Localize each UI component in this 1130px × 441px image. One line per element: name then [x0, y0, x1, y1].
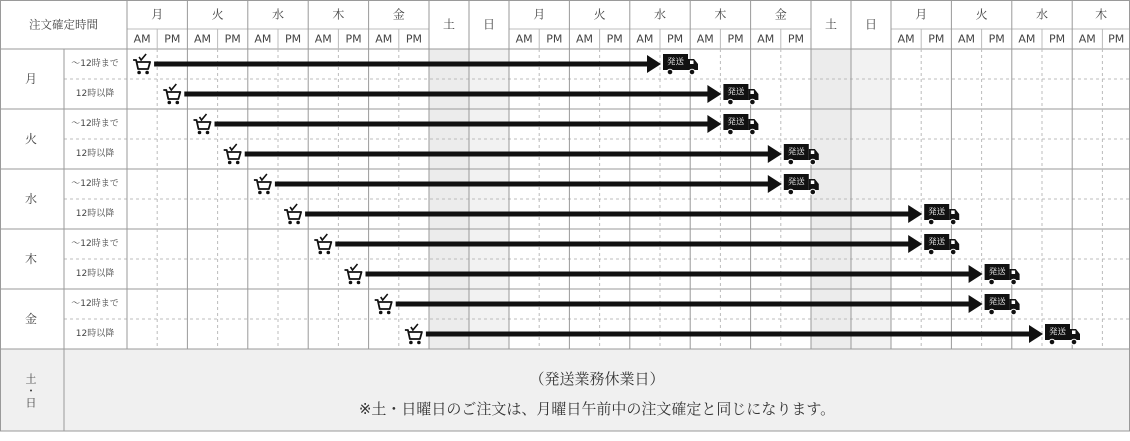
weekend-label-char: ・	[25, 384, 37, 398]
row-slot-label: ～12時まで	[71, 299, 119, 309]
cart-icon	[194, 114, 211, 134]
header-am: AM	[957, 32, 976, 46]
row-day-3: 木	[24, 252, 38, 266]
header-pm: PM	[1049, 32, 1066, 46]
header-am: AM	[193, 32, 212, 46]
header-day-16: 水	[1035, 7, 1049, 22]
ship-label: 発送	[787, 177, 805, 188]
header-day-17: 木	[1095, 7, 1108, 22]
schedule-arrow-head	[908, 205, 922, 223]
header-day-3: 木	[332, 7, 345, 22]
truck-icon	[1045, 324, 1080, 345]
header-day-0: 月	[151, 7, 164, 22]
header-day-15: 火	[975, 7, 988, 22]
header-pm: PM	[164, 32, 181, 46]
header-pm: PM	[224, 32, 241, 46]
row-day-4: 金	[24, 312, 38, 326]
cart-icon	[314, 234, 331, 254]
header-day-8: 火	[593, 7, 606, 22]
ship-label: 発送	[787, 147, 805, 158]
header-am: AM	[515, 32, 533, 46]
row-slot-label: ～12時まで	[71, 119, 119, 129]
header-pm: PM	[285, 32, 302, 46]
header-am: AM	[757, 32, 775, 46]
truck-icon	[723, 84, 758, 105]
header-day-4: 金	[392, 7, 405, 22]
header-day-5: 土	[442, 17, 456, 32]
row-day-0: 月	[24, 72, 38, 86]
header-day-6: 日	[482, 17, 496, 32]
weekend-label-char: 土	[25, 372, 37, 386]
row-slot-label: 12時以降	[75, 209, 115, 219]
cart-icon	[284, 204, 301, 224]
header-am: AM	[897, 32, 915, 46]
weekend-note-detail: ※土・日曜日のご注文は、月曜日午前中の注文確定と同じになります。	[358, 400, 836, 418]
truck-icon	[985, 294, 1020, 315]
header-day-1: 火	[211, 7, 224, 22]
header-day-14: 月	[915, 7, 928, 22]
header-am: AM	[314, 32, 332, 46]
header-am: AM	[1078, 32, 1096, 46]
header-pm: PM	[787, 32, 804, 46]
row-slot-label: 12時以降	[75, 149, 115, 159]
cart-icon	[254, 174, 271, 194]
schedule-arrow-head	[768, 175, 782, 193]
schedule-arrow-head	[768, 145, 782, 163]
header-pm: PM	[928, 32, 945, 46]
header-pm: PM	[606, 32, 623, 46]
header-am: AM	[1018, 32, 1036, 46]
header-am: AM	[375, 32, 393, 46]
weekend-note-holiday: （発送業務休業日）	[529, 370, 665, 388]
header-day-12: 土	[824, 17, 838, 32]
ship-label: 発送	[988, 297, 1006, 308]
ship-label: 発送	[727, 117, 745, 128]
truck-icon	[985, 264, 1020, 285]
schedule-arrow-head	[647, 55, 661, 73]
schedule-arrow-head	[1029, 325, 1043, 343]
header-day-13: 日	[864, 17, 878, 32]
header-am: AM	[133, 32, 151, 46]
weekend-label-char: 日	[25, 396, 37, 410]
truck-icon	[924, 204, 959, 225]
ship-label: 発送	[988, 267, 1006, 278]
header-am: AM	[696, 32, 714, 46]
header-day-7: 月	[533, 7, 546, 22]
ship-label: 発送	[727, 87, 745, 98]
ship-label: 発送	[666, 57, 685, 68]
row-slot-label: 12時以降	[75, 329, 115, 339]
header-pm: PM	[988, 32, 1005, 46]
header-am: AM	[575, 32, 594, 46]
truck-icon	[723, 114, 758, 135]
cart-icon	[345, 264, 362, 284]
cart-icon	[405, 324, 422, 344]
schedule-arrow-head	[969, 265, 983, 283]
schedule-arrow-head	[969, 295, 983, 313]
row-slot-label: ～12時まで	[71, 179, 119, 189]
header-pm: PM	[727, 32, 744, 46]
header-am: AM	[254, 32, 272, 46]
header-day-11: 金	[774, 7, 787, 22]
ship-label: 発送	[928, 237, 946, 248]
row-slot-label: ～12時まで	[71, 239, 119, 249]
header-pm: PM	[405, 32, 422, 46]
cart-icon	[375, 294, 392, 314]
header-am: AM	[636, 32, 654, 46]
header-day-2: 水	[271, 7, 285, 22]
header-pm: PM	[1108, 32, 1125, 46]
schedule-arrow-head	[908, 235, 922, 253]
ship-label: 発送	[1048, 327, 1067, 338]
schedule-arrow-head	[707, 85, 721, 103]
row-day-2: 水	[24, 192, 38, 206]
schedule-arrow-head	[707, 115, 721, 133]
truck-icon	[663, 54, 698, 75]
header-day-10: 木	[714, 7, 727, 22]
header-pm: PM	[345, 32, 362, 46]
row-day-1: 火	[24, 132, 38, 146]
ship-label: 発送	[928, 207, 946, 218]
row-slot-label: 12時以降	[75, 89, 115, 99]
header-pm: PM	[667, 32, 684, 46]
cart-icon	[224, 144, 241, 164]
header-pm: PM	[546, 32, 563, 46]
truck-icon	[924, 234, 959, 255]
row-slot-label: ～12時まで	[71, 59, 119, 69]
header-day-9: 水	[653, 7, 667, 22]
row-slot-label: 12時以降	[75, 269, 115, 279]
cart-icon	[163, 84, 180, 104]
cart-icon	[133, 54, 150, 74]
corner-label: 注文確定時間	[29, 17, 98, 32]
